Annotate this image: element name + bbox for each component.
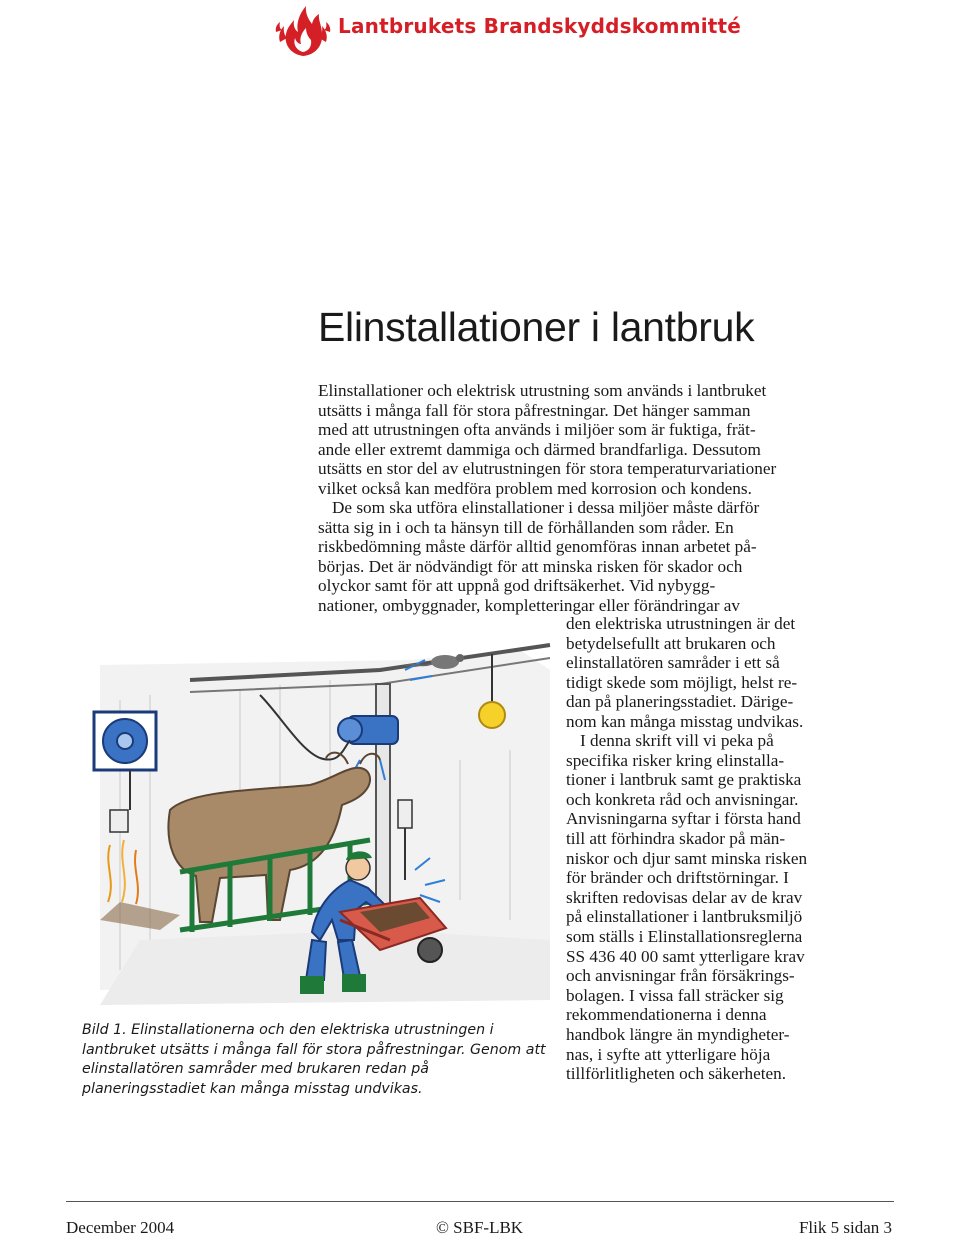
figure-caption: Bild 1. Elinstallationerna och den elektriska utrustningen i lantbruket utsätts i många fall för stora påfrestningar. Genom att elinstallatören samråder med brukaren redan på planeringsstadiet kan många misstag undvikas.	[82, 1022, 546, 1097]
page-header	[272, 0, 742, 62]
text-line: specifika risker kring elinstalla-	[566, 750, 785, 770]
text-line: Elinstallationer och elektrisk utrustning som används i lantbruket	[318, 381, 767, 400]
text-line: utsätts i många fall för stora påfrestningar. Det hänger samman	[318, 400, 751, 420]
text-line: ande eller extremt dammiga och därmed brandfarliga. Dessutom	[318, 439, 761, 459]
text-line: och konkreta råd och anvisningar.	[566, 789, 799, 809]
text-line: för bränder och driftstörningar. I	[566, 868, 789, 888]
footer-date: December 2004	[66, 1218, 175, 1237]
text-line: vilket också kan medföra problem med korrosion och kondens.	[318, 478, 752, 498]
page-title: Elinstallationer i lantbruk	[318, 304, 755, 350]
text-line: och anvisningar från försäkrings-	[566, 966, 795, 986]
footer-copyright: © SBF-LBK	[436, 1218, 524, 1237]
text-line: I denna skrift vill vi peka på	[580, 731, 774, 750]
text-line: nom kan många misstag undvikas.	[566, 711, 804, 731]
text-line: rekommendationerna i denna	[566, 1005, 767, 1025]
text-line: betydelsefullt att brukaren och	[566, 633, 776, 653]
text-line: börjas. Det är nödvändigt för att minska risken för skador och	[318, 556, 743, 576]
risk-paragraph	[318, 498, 842, 616]
text-line: tidigt skede som möjligt, helst re-	[566, 672, 798, 692]
flame-logo-icon	[272, 2, 334, 58]
barn-illustration	[80, 640, 560, 1015]
text-line: Anvisningarna syftar i första hand	[566, 809, 801, 829]
text-line: som ställs i Elinstallationsreglerna	[566, 926, 803, 946]
organization-name: Lantbrukets Brandskyddskommitté	[338, 14, 742, 38]
intro-paragraph	[318, 381, 842, 499]
text-line: tillförlitligheten och säkerheten.	[566, 1064, 787, 1084]
text-line: dan på planeringsstadiet. Därige-	[566, 692, 794, 712]
text-line: riskbedömning måste därför alltid genomföras innan arbetet på-	[318, 537, 757, 557]
footer-page-number: Flik 5 sidan 3	[798, 1218, 892, 1237]
text-line: elinstallatören samråder i ett så	[566, 653, 780, 673]
text-line: med att utrustningen ofta används i miljöer som är fuktiga, frät-	[318, 420, 756, 440]
footer-divider	[66, 1201, 894, 1202]
text-line: den elektriska utrustningen är det	[566, 614, 796, 633]
motor-icon	[338, 716, 398, 744]
text-line: handbok längre än myndigheter-	[566, 1024, 790, 1044]
text-line: olyckor samt för att uppnå god driftsäkerhet. Vid nybygg-	[318, 576, 716, 596]
text-line: utsätts en stor del av elutrustningen för stora temperaturvariationer	[318, 459, 777, 479]
text-line: bolagen. I vissa fall sträcker sig	[566, 985, 784, 1005]
purpose-paragraph	[566, 731, 842, 1084]
text-line: skriften redovisas delar av de krav	[566, 887, 803, 907]
text-line: sätta sig in i och ta hänsyn till de förhållanden som råder. En	[318, 517, 734, 537]
text-line: SS 436 40 00 samt ytterligare krav	[566, 946, 805, 966]
text-line: De som ska utföra elinstallationer i dessa miljöer måste därför	[332, 498, 760, 517]
text-line: tioner i lantbruk samt ge praktiska	[566, 770, 802, 790]
fan-icon	[94, 712, 156, 770]
text-line: på elinstallationer i lantbruksmiljö	[566, 907, 803, 927]
text-line: niskor och djur samt minska risken	[566, 848, 808, 868]
text-line: nas, i syfte att ytterligare höja	[566, 1044, 771, 1064]
text-line: till att förhindra skador på män-	[566, 828, 786, 848]
text-line: nationer, ombyggnader, kompletteringar eller förändringar av	[318, 595, 740, 615]
risk-paragraph-continued	[566, 614, 842, 732]
